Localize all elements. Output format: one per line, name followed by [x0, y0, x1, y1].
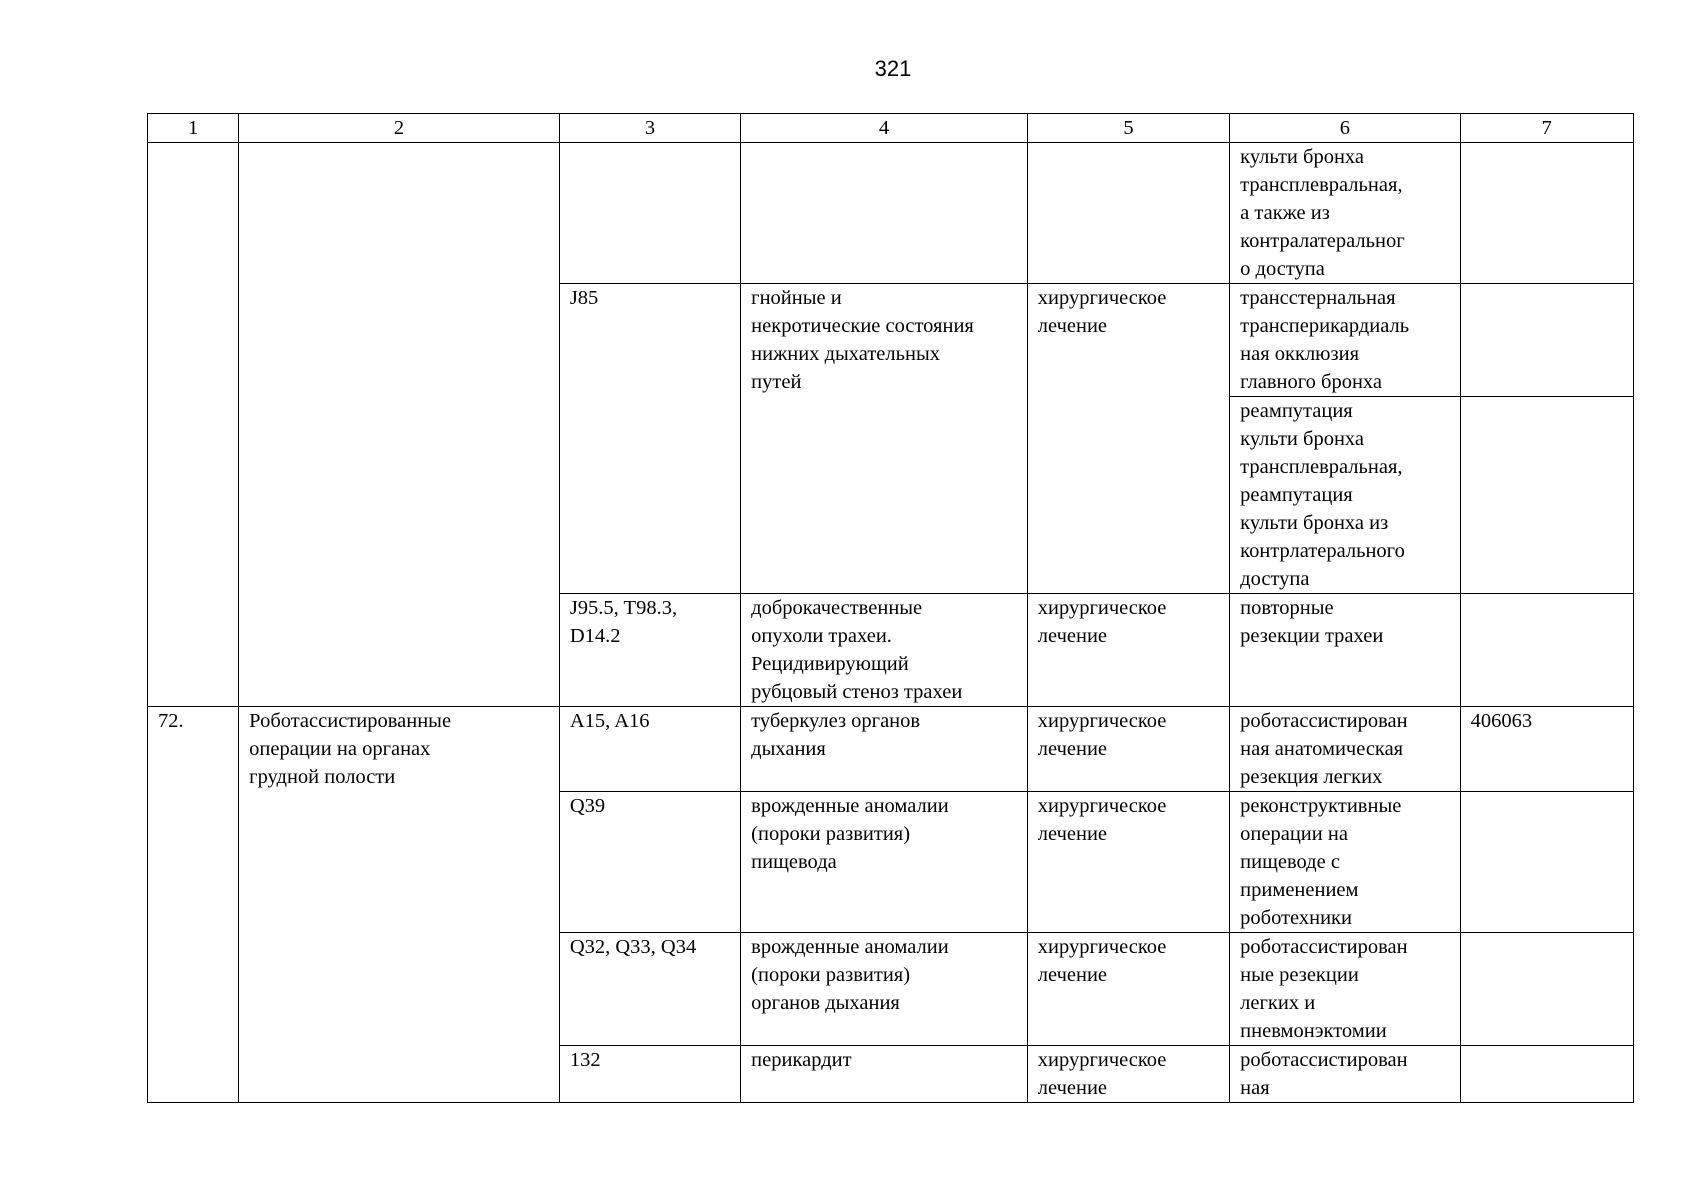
price-cell-empty	[1460, 1046, 1633, 1103]
column-header-1: 1	[148, 114, 239, 143]
price-cell: 406063	[1460, 707, 1633, 792]
method-cell: реампутация культи бронха трансплевральная, реампутация культи бронха из контрлатерального доступа	[1230, 397, 1460, 594]
num-cell-empty	[148, 143, 239, 707]
treatment-cell: хирургическое лечение	[1027, 284, 1229, 594]
method-cell: трансстернальная трансперикардиаль ная окклюзия главного бронха	[1230, 284, 1460, 397]
page-number: 321	[874, 56, 912, 81]
column-number-row	[148, 114, 1634, 143]
treatment-cell: хирургическое лечение	[1027, 933, 1229, 1046]
diagnosis-cell: перикардит	[741, 1046, 1028, 1103]
code-cell: J95.5, T98.3, D14.2	[559, 594, 740, 707]
column-header-5: 5	[1027, 114, 1229, 143]
code-cell: 132	[559, 1046, 740, 1103]
group-name-cell: Роботассистированные операции на органах грудной полости	[239, 707, 560, 1103]
treatment-cell: хирургическое лечение	[1027, 707, 1229, 792]
diagnosis-cell-empty	[741, 143, 1028, 284]
code-cell: J85	[559, 284, 740, 594]
treatment-cell: хирургическое лечение	[1027, 792, 1229, 933]
method-cell: роботассистирован ная	[1230, 1046, 1460, 1103]
procedures-table	[147, 113, 1634, 1103]
method-cell: роботассистирован ные резекции легких и пневмонэктомии	[1230, 933, 1460, 1046]
method-cell: культи бронха трансплевральная, а также из контралатеральног о доступа	[1230, 143, 1460, 284]
price-cell-empty	[1460, 284, 1633, 397]
column-header-7: 7	[1460, 114, 1633, 143]
price-cell-empty	[1460, 594, 1633, 707]
diagnosis-cell: туберкулез органов дыхания	[741, 707, 1028, 792]
price-cell-empty	[1460, 143, 1633, 284]
diagnosis-cell: врожденные аномалии (пороки развития) органов дыхания	[741, 933, 1028, 1046]
column-header-6: 6	[1230, 114, 1460, 143]
price-cell-empty	[1460, 933, 1633, 1046]
diagnosis-cell: доброкачественные опухоли трахеи. Рецидивирующий рубцовый стеноз трахеи	[741, 594, 1028, 707]
column-header-3: 3	[559, 114, 740, 143]
treatment-cell-empty	[1027, 143, 1229, 284]
diagnosis-cell: гнойные и некротические состояния нижних дыхательных путей	[741, 284, 1028, 594]
code-cell-empty	[559, 143, 740, 284]
method-cell: реконструктивные операции на пищеводе с применением роботехники	[1230, 792, 1460, 933]
treatment-cell: хирургическое лечение	[1027, 594, 1229, 707]
method-cell: роботассистирован ная анатомическая резекция легких	[1230, 707, 1460, 792]
code-cell: Q39	[559, 792, 740, 933]
price-cell-empty	[1460, 792, 1633, 933]
diagnosis-cell: врожденные аномалии (пороки развития) пищевода	[741, 792, 1028, 933]
treatment-cell: хирургическое лечение	[1027, 1046, 1229, 1103]
code-cell: A15, A16	[559, 707, 740, 792]
name-cell-empty	[239, 143, 560, 707]
table-row	[148, 143, 1634, 284]
table-row	[148, 707, 1634, 792]
code-cell: Q32, Q33, Q34	[559, 933, 740, 1046]
price-cell-empty	[1460, 397, 1633, 594]
column-header-4: 4	[741, 114, 1028, 143]
method-cell: повторные резекции трахеи	[1230, 594, 1460, 707]
group-number-cell: 72.	[148, 707, 239, 1103]
column-header-2: 2	[239, 114, 560, 143]
